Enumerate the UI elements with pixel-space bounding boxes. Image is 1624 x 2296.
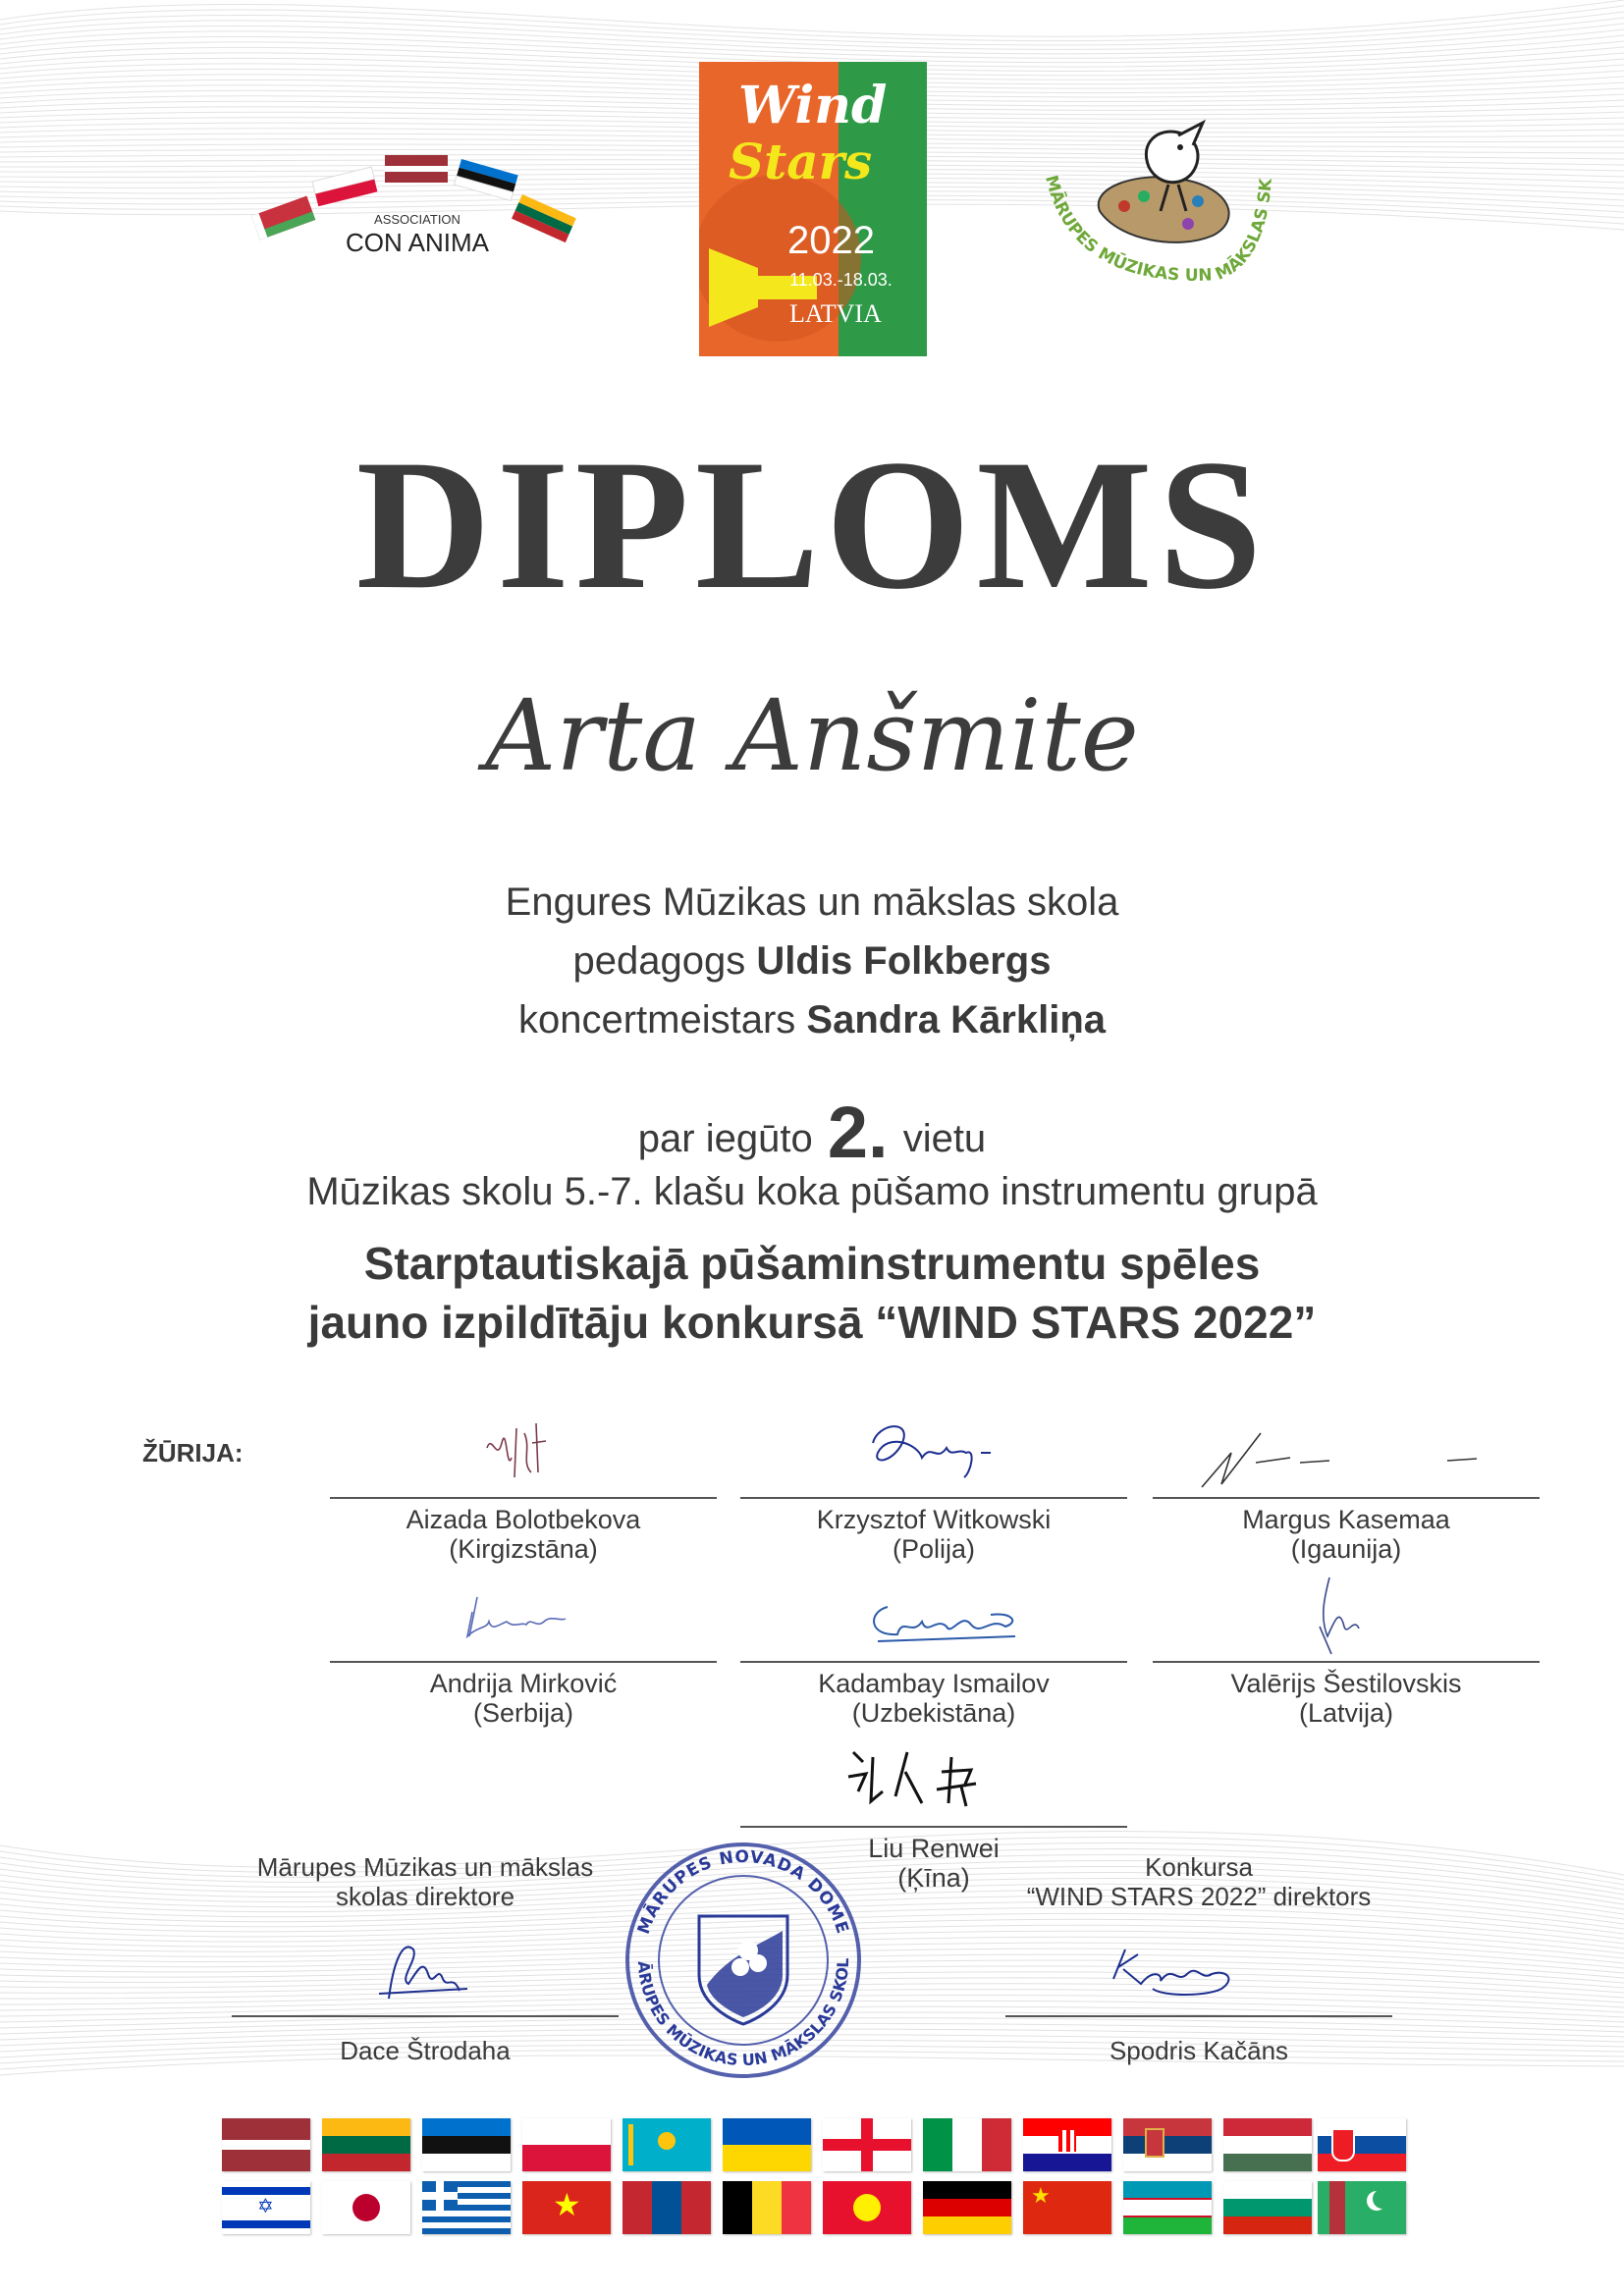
signature-line <box>740 1826 1127 1828</box>
school-emblem-icon <box>1031 118 1286 299</box>
flag-italy-icon <box>923 2118 1011 2171</box>
flag-china-icon: ★ <box>1023 2181 1111 2234</box>
category-line: Mūzikas skolu 5.-7. klašu koka pūšamo instrumentu grupā <box>306 1170 1318 1213</box>
teacher-role: pedagogs <box>572 939 746 983</box>
jury-name: Valērijs Šestilovskis <box>1230 1669 1462 1698</box>
right-signer-block <box>1005 1853 1392 2066</box>
jury-label: ŽŪRIJA: <box>142 1438 244 1468</box>
school-logo-text: MĀRUPES MŪZIKAS UN MĀKSLAS SK <box>1041 173 1276 286</box>
flag-poland-icon <box>522 2118 611 2171</box>
left-signer-title-2: skolas direktore <box>335 1881 515 1911</box>
con-anima-small-text: ASSOCIATION <box>374 212 460 227</box>
accompanist-line <box>0 996 1624 1043</box>
award-place: 2. <box>827 1092 889 1173</box>
flag-israel-icon: ✡ <box>222 2181 310 2234</box>
jury-country: (Ķīna) <box>897 1863 970 1894</box>
marupes-school-logo <box>1031 118 1286 299</box>
accompanist-name: Sandra Kārkliņa <box>806 998 1106 1041</box>
signature-image <box>1005 1920 1392 2008</box>
flag-mongolia-icon <box>623 2181 711 2234</box>
jury-member <box>1153 1404 1540 1564</box>
con-anima-big-text: CON ANIMA <box>346 228 489 257</box>
jury-name: Andrija Mirković <box>429 1669 618 1698</box>
wind-stars-country: LATVIA <box>789 299 882 328</box>
jury-country: (Uzbekistāna) <box>851 1698 1016 1729</box>
signature-image <box>232 1920 619 2008</box>
signature-image <box>330 1568 717 1656</box>
left-signer-block <box>232 1853 619 2066</box>
wind-stars-line1: Wind <box>738 76 888 135</box>
signature-line <box>1153 1497 1540 1499</box>
flag-ukraine-icon <box>723 2118 811 2171</box>
signature-image <box>740 1568 1127 1656</box>
stamp-bottom-text: ĀRUPES MŪZIKAS UN MĀKSLAS SKOL <box>633 1957 853 2070</box>
signature-image <box>1153 1404 1540 1492</box>
flag-greece-icon <box>422 2181 511 2234</box>
signature-image <box>740 1404 1127 1492</box>
school-line: Engures Mūzikas un mākslas skola <box>505 881 1119 924</box>
teacher-name: Uldis Folkbergs <box>756 939 1052 983</box>
jury-name: Aizada Bolotbekova <box>406 1505 641 1534</box>
flags-row-2 <box>222 2181 1406 2234</box>
signature-line <box>1153 1661 1540 1663</box>
signature-line <box>330 1661 717 1663</box>
wind-stars-dates: 11.03.-18.03. <box>789 270 893 290</box>
official-stamp <box>621 1838 866 2083</box>
jury-member <box>330 1404 717 1564</box>
flag-serbia-icon <box>1123 2118 1212 2171</box>
recipient-name: Arta Anšmite <box>485 678 1139 793</box>
signature-line <box>232 2015 619 2017</box>
stamp-top-text: MĀRUPES NOVADA DOME <box>633 1846 853 1938</box>
jury-country: (Serbija) <box>472 1698 574 1729</box>
flag-uzbekistan-icon <box>1123 2181 1212 2234</box>
right-signer-title-2: “WIND STARS 2022” direktors <box>1026 1881 1372 1911</box>
flag-bulgaria-icon <box>1223 2181 1312 2234</box>
flag-georgia-icon <box>823 2118 911 2171</box>
jury-country: (Kirgizstāna) <box>449 1534 598 1565</box>
award-line <box>0 1090 1624 1177</box>
flag-slovakia-icon <box>1318 2118 1406 2171</box>
jury-country: (Latvija) <box>1298 1698 1394 1729</box>
jury-member <box>740 1404 1127 1564</box>
right-signer-title-1: Konkursa <box>1145 1852 1253 1882</box>
competition-line-1: Starptautiskajā pūšaminstrumentu spēles <box>363 1238 1261 1289</box>
jury-member <box>330 1568 717 1728</box>
wind-stars-year: 2022 <box>787 219 875 262</box>
signature-image <box>330 1404 717 1492</box>
flag-kazakhstan-icon <box>623 2118 711 2171</box>
signature-line <box>740 1497 1127 1499</box>
accompanist-role: koncertmeistars <box>517 998 796 1041</box>
diploma-title: DIPLOMS <box>355 422 1269 628</box>
signature-line <box>1005 2015 1392 2017</box>
wind-stars-logo <box>699 62 927 356</box>
flag-japan-icon <box>322 2181 410 2234</box>
jury-name: Kadambay Ismailov <box>818 1669 1050 1698</box>
flag-hungary-icon <box>1223 2118 1312 2171</box>
competition-line-2: jauno izpildītāju konkursā “WIND STARS 2022” <box>307 1297 1317 1348</box>
con-anima-logo <box>245 147 589 270</box>
jury-name: Margus Kasemaa <box>1242 1505 1450 1534</box>
flag-turkmenistan-icon <box>1318 2181 1406 2234</box>
jury-country: (Polija) <box>892 1534 976 1565</box>
flag-lithuania-icon <box>322 2118 410 2171</box>
flag-germany-icon <box>923 2181 1011 2234</box>
signature-line <box>330 1497 717 1499</box>
flag-belgium-icon <box>723 2181 811 2234</box>
jury-name: Liu Renwei <box>868 1834 1000 1863</box>
jury-member <box>1153 1568 1540 1728</box>
jury-name: Krzysztof Witkowski <box>816 1505 1052 1534</box>
left-signer-name: Dace Štrodaha <box>340 2035 511 2065</box>
flags-row-1 <box>222 2118 1406 2171</box>
award-prefix: par iegūto <box>637 1117 813 1160</box>
flag-croatia-icon <box>1023 2118 1111 2171</box>
right-signer-name: Spodris Kačāns <box>1109 2035 1289 2065</box>
signature-line <box>740 1661 1127 1663</box>
flag-vietnam-icon: ★ <box>522 2181 611 2234</box>
jury-country: (Igaunija) <box>1290 1534 1402 1565</box>
signature-image <box>1153 1568 1540 1656</box>
signature-image <box>740 1733 1127 1821</box>
award-suffix: vietu <box>902 1117 987 1160</box>
wind-stars-line2: Stars <box>729 133 873 190</box>
flag-kyrgyzstan-icon <box>823 2181 911 2234</box>
jury-member <box>740 1568 1127 1728</box>
left-signer-title-1: Mārupes Mūzikas un mākslas <box>256 1852 594 1882</box>
flag-latvia-icon <box>222 2118 310 2171</box>
flag-estonia-icon <box>422 2118 511 2171</box>
teacher-line <box>0 937 1624 985</box>
